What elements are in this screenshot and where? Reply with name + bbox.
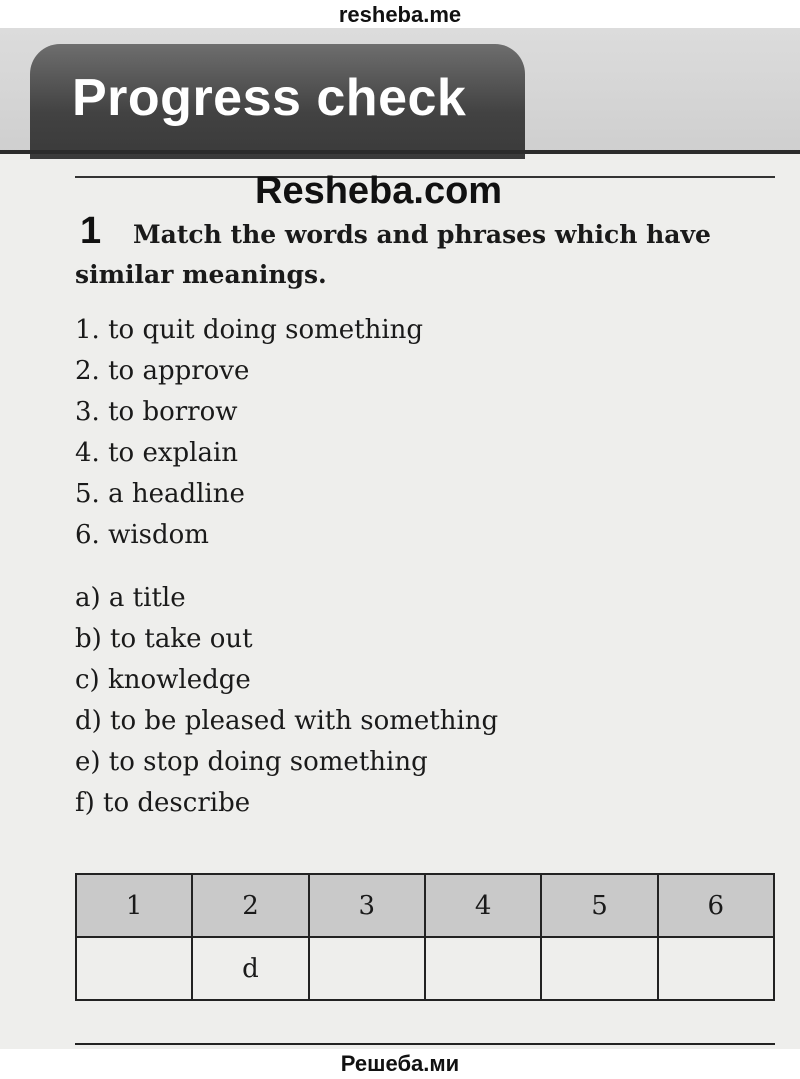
word-list	[75, 310, 423, 556]
list-item: b) to take out	[75, 624, 253, 654]
answer-cell	[309, 937, 425, 1000]
exercise-number: 1	[80, 210, 102, 252]
list-item: a) a title	[75, 583, 186, 613]
exercise-instruction: Match the words and phrases which have similar meanings.	[75, 220, 711, 289]
table-header-cell: 6	[658, 874, 774, 937]
answer-cell	[76, 937, 192, 1000]
list-item: f) to describe	[75, 788, 251, 818]
table-header-cell: 3	[309, 874, 425, 937]
answer-cell: d	[192, 937, 308, 1000]
table-header-cell: 4	[425, 874, 541, 937]
answer-cell	[658, 937, 774, 1000]
site-watermark-middle: Resheba.com	[255, 170, 503, 212]
list-item: c) knowledge	[75, 665, 251, 695]
meaning-list	[75, 578, 498, 824]
table-header-cell: 2	[192, 874, 308, 937]
list-item: 2. to approve	[75, 356, 250, 386]
list-item: 1. to quit doing something	[75, 315, 424, 345]
list-item: e) to stop doing something	[75, 747, 428, 777]
answer-cell	[425, 937, 541, 1000]
header-divider	[0, 150, 800, 154]
answer-table	[75, 873, 775, 1001]
list-item: d) to be pleased with something	[75, 706, 499, 736]
table-header-cell: 5	[541, 874, 657, 937]
footer-divider	[75, 1043, 775, 1045]
list-item: 6. wisdom	[75, 520, 209, 550]
site-watermark-top: resheba.me	[0, 0, 800, 32]
page-title: Progress check	[72, 69, 467, 127]
list-item: 3. to borrow	[75, 397, 238, 427]
site-watermark-bottom: Решеба.ми	[0, 1049, 800, 1079]
table-row	[76, 937, 774, 1000]
list-item: 5. a headline	[75, 479, 245, 509]
table-header-row	[76, 874, 774, 937]
table-header-cell: 1	[76, 874, 192, 937]
list-item: 4. to explain	[75, 438, 239, 468]
answer-cell	[541, 937, 657, 1000]
